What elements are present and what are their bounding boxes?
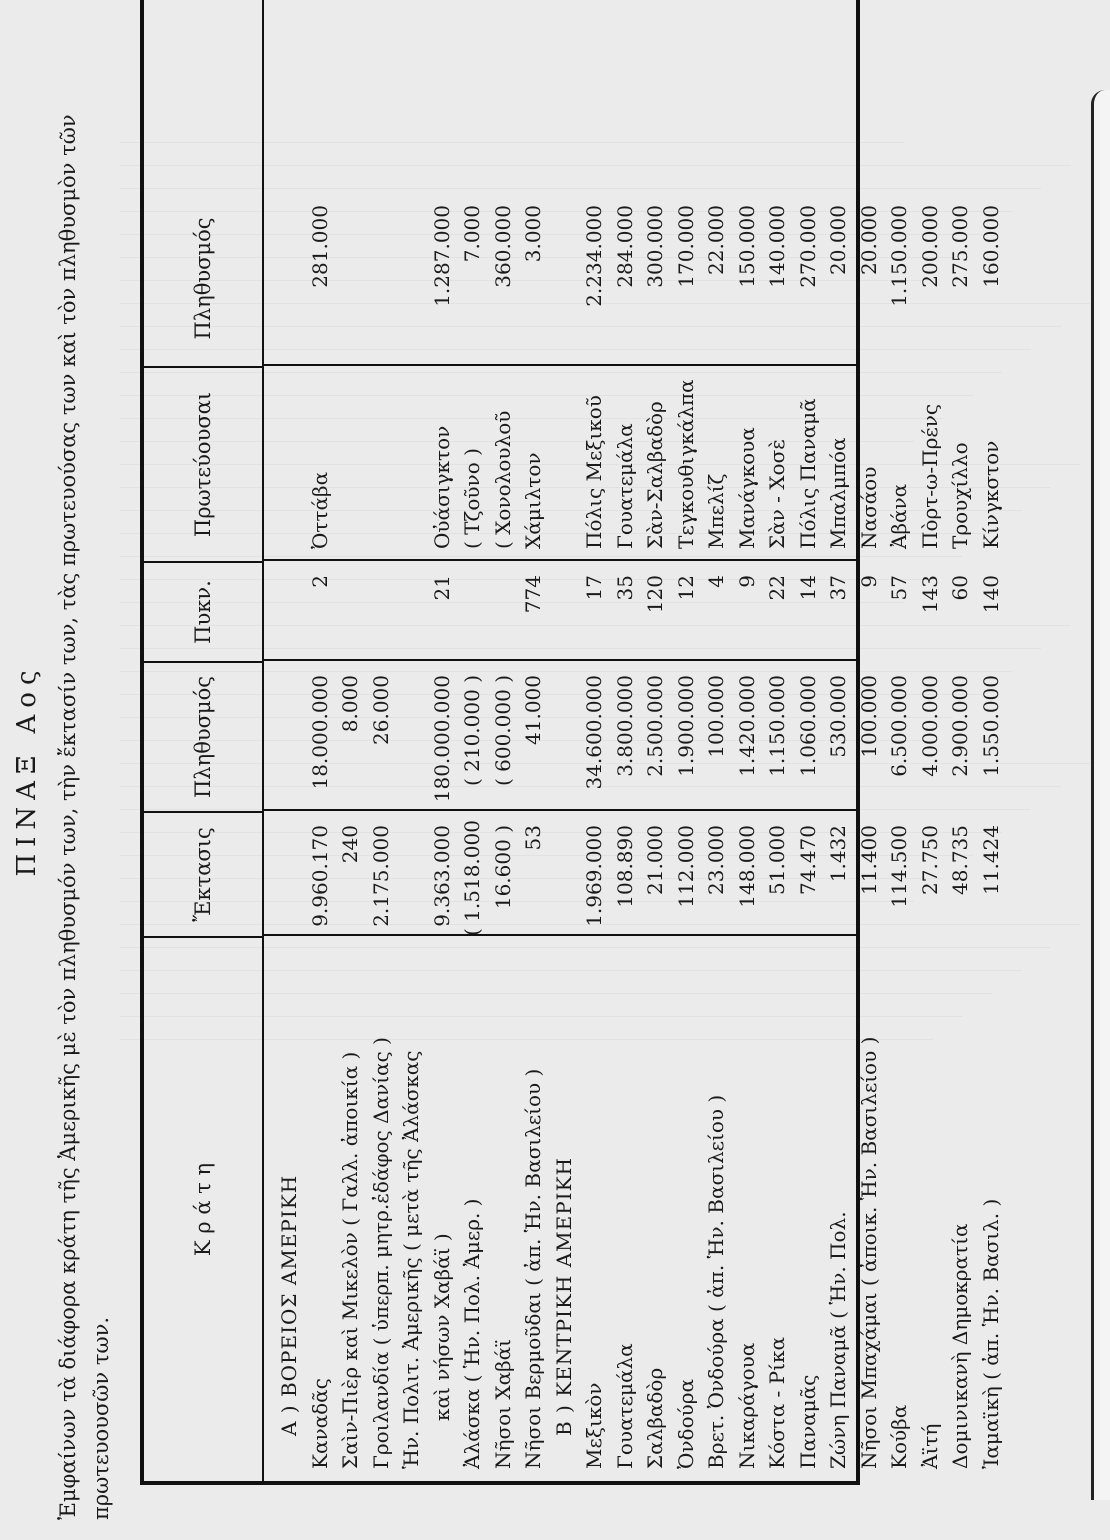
capital-cell [335,366,366,561]
capital-cell: Μανάγκουα [734,427,759,549]
area-cell: 48.735 [948,825,972,895]
section-heading-row [274,0,305,1481]
area-cell: 11.424 [978,825,1003,895]
capital-population-cell: 170.000 [673,205,698,288]
population-cell: 1.550.000 [978,675,1003,777]
population-cell: 2.500.000 [643,675,667,777]
capital-cell: Πόλις Παναμᾶ [795,398,820,549]
population-cell [549,661,580,811]
state-cell: Ἡν. Πολιτ. Ἀμερικῆς ( μετὰ τῆς Ἀλάσκας [399,1050,423,1469]
density-cell: 17 [582,575,606,601]
population-cell: 6.500.000 [887,675,911,777]
table-row [884,0,915,1481]
state-cell: Ζώνη Παναμᾶ ( Ἡν. Πολ. [826,1211,850,1469]
density-cell: 22 [765,575,789,601]
state-cell: Ἰαμαϊκὴ ( ἀπ. Ἡν. Βασιλ. ) [978,1198,1003,1469]
capital-population-cell: 3.000 [521,205,545,263]
population-cell: 530.000 [826,675,850,758]
capital-population-cell: 200.000 [917,205,942,288]
area-cell: 9.363.000 [429,825,454,927]
population-cell: 1.900.000 [673,675,698,777]
state-cell: καὶ νήσων Χαβάϊ ) [429,1233,454,1421]
capital-population-cell: 150.000 [734,205,759,288]
table-row [305,0,336,1481]
area-cell: 9.960.170 [307,825,332,927]
section-heading-row [549,0,580,1481]
state-cell: Κόστα - Ρίκα [765,1337,789,1469]
capital-cell [549,366,580,561]
capital-cell: Μπελίζ [704,473,728,549]
population-cell [396,661,427,811]
area-cell: 74.470 [795,825,820,895]
capital-cell: Πόλις Μεξικοῦ [582,395,606,549]
capital-cell [274,366,305,561]
table-body [264,0,1003,1481]
population-cell: 34.600.000 [582,675,606,790]
density-cell [396,561,427,661]
capital-population-cell [335,191,366,366]
capital-cell: Πὸρτ-ω-Πρένς [917,403,942,549]
population-cell: 1.150.000 [765,675,789,777]
state-cell: Νῆσοι Μπαχάμαι ( ἀποικ. Ἡν. Βασιλείου ) [856,1036,881,1469]
population-cell: 2.900.000 [948,675,972,777]
table-row [701,0,732,1481]
capital-population-cell: 360.000 [490,205,515,288]
capital-population-cell [366,191,397,366]
state-cell: Α ) ΒΟΡΕΙΟΣ ΑΜΕΡΙΚΗ [277,1174,301,1436]
density-cell: 2 [307,575,332,588]
density-cell: 14 [795,575,820,601]
capital-cell: Νασάου [856,466,881,549]
area-cell [274,811,305,936]
capital-cell: Οὐάσιγκτον [429,425,454,549]
table-row [579,0,610,1481]
population-cell: 1.420.000 [734,675,759,777]
state-cell: Παναμᾶς [795,1374,820,1469]
density-cell: 21 [429,575,454,601]
area-cell: 21.000 [643,825,667,895]
table-row [488,0,519,1481]
area-cell: 23.000 [704,825,728,895]
capital-cell: ( Τζοῦνο ) [460,448,484,549]
area-cell: 51.000 [765,825,789,895]
header-states: Κ ρ ά τ η [144,936,262,1481]
header-density: Πυκν. [144,561,262,661]
table-row [915,0,946,1481]
area-cell: ( 1.518.000 [460,820,484,936]
population-cell: ( 600.000 ) [490,675,515,787]
table-row [335,0,366,1481]
population-cell: 100.000 [856,675,881,758]
capital-cell: Γουατεμάλα [612,423,637,549]
density-cell [274,561,305,661]
state-cell: Γροιλανδία ( ὑπερπ. μητρ.ἐδάφος Δανίας ) [368,1037,393,1469]
population-cell: 41.000 [521,675,545,745]
table-row [396,0,427,1481]
state-cell: Νῆσοι Βερμοῦδαι ( ἀπ. Ἡν. Βασιλείου ) [521,1068,545,1469]
table-header [144,0,264,1481]
area-cell: 1.969.000 [582,825,606,927]
table-row [854,0,885,1481]
header-capital-population: Πληθυσμός [191,217,215,340]
population-cell: 4.000.000 [917,675,942,777]
area-cell: 16.600 ) [490,825,515,910]
population-cell: 100.000 [704,675,728,758]
population-cell: ( 210.000 ) [460,675,484,787]
capital-population-cell: 2.234.000 [582,205,606,307]
state-cell: Νῆσοι Χαβάϊ [490,1338,515,1469]
capital-population-cell: 160.000 [978,205,1003,288]
capital-cell: Μπαλμπόα [826,437,850,549]
state-cell: Γουατεμάλα [612,1343,637,1469]
density-cell: 143 [917,575,942,614]
capital-cell: Ὀττάβα [307,471,332,549]
state-cell: Σαὶν-Πιὲρ καὶ Μικελὸν ( Γαλλ. ἀποικία ) [338,1051,362,1469]
state-cell: Καναδᾶς [307,1378,332,1469]
population-cell: 3.800.000 [612,675,637,777]
population-table [140,0,1003,1485]
capital-cell: Κίνγκστον [978,440,1003,549]
population-cell: 18.000.000 [307,675,332,790]
population-cell: 8.000 [338,675,362,733]
table-row [457,0,488,1481]
table-row [762,0,793,1481]
density-cell: 57 [887,575,911,601]
capital-cell [366,366,397,561]
area-cell: 11.400 [856,825,881,895]
area-cell: 240 [338,825,362,864]
density-cell: 35 [612,575,637,601]
table-subtitle: Ἐμφαίνων τὰ διάφορα κράτη τῆς Ἀμερικῆς μὲ τὸν πληθυσμόν των, τὴν ἔκτασίν των, τὰς πρωτευούσας των καὶ τὸν πληθυσμὸν τῶν πρωτευουσῶν των. [56,114,113,1520]
state-cell: Ἀϊτή [917,1423,942,1469]
capital-population-cell [274,191,305,366]
capital-population-cell: 300.000 [643,205,667,288]
capital-population-cell: 275.000 [948,205,972,288]
area-cell [549,811,580,936]
table-row [640,0,671,1481]
capital-population-cell [549,191,580,366]
state-cell: Ἀλάσκα ( Ἡν. Πολ. Ἀμερ. ) [460,1198,484,1469]
population-cell: 26.000 [368,675,393,745]
capital-population-cell: 281.000 [307,205,332,288]
table-row [610,0,641,1481]
capital-population-cell [396,191,427,366]
density-cell [488,561,519,661]
population-cell [274,661,305,811]
area-cell: 112.000 [673,825,698,908]
density-cell: 120 [643,575,667,614]
area-cell: 1.432 [826,825,850,883]
area-cell: 27.750 [917,825,942,895]
capital-population-cell: 270.000 [795,205,820,288]
density-cell: 12 [673,575,698,601]
capital-cell: Σὰν-Σαλβαδὸρ [643,401,667,549]
table-row [732,0,763,1481]
density-cell: 37 [826,575,850,601]
table-title: ΠΙΝΑΞ Αος [12,663,42,877]
capital-population-cell: 20.000 [826,205,850,275]
state-cell: Ὀνδούρα [673,1378,698,1469]
population-cell: 1.060.000 [795,675,820,777]
table-row [793,0,824,1481]
capital-population-cell: 1.150.000 [887,205,911,307]
population-cell: 180.000.000 [429,675,454,803]
capital-cell: Σὰν - Χοσὲ [765,439,789,549]
density-cell [549,561,580,661]
area-cell: 114.500 [887,825,911,908]
capital-cell: Τρουχίλλο [948,442,972,549]
table-row [976,0,1007,1481]
capital-population-cell: 1.287.000 [429,205,454,307]
capital-cell: ( Χονολουλοῦ [490,410,515,549]
density-cell [335,561,366,661]
capital-population-cell: 140.000 [765,205,789,288]
area-cell: 148.000 [734,825,759,908]
state-cell: Βρετ. Ὀνδούρα ( ἀπ. Ἡν. Βασιλείου ) [704,1094,728,1469]
state-cell: Σαλβαδὸρ [643,1367,667,1469]
state-cell: Δομινικανὴ Δημοκρατία [948,1223,972,1469]
header-capital: Πρωτεύουσαι [144,366,262,561]
capital-population-cell: 20.000 [856,205,881,275]
area-cell: 108.890 [612,825,637,908]
capital-cell: Ἀβάνα [887,483,911,549]
capital-population-cell: 7.000 [460,205,484,263]
density-cell: 774 [521,575,545,614]
area-cell [396,811,427,936]
capital-cell: Χάμιλτον [521,452,545,549]
capital-population-cell: 284.000 [612,205,637,288]
table-row [518,0,549,1481]
header-population: Πληθυσμός [144,661,262,811]
state-cell: Νικαράγουα [734,1342,759,1469]
density-cell [366,561,397,661]
state-cell: Μεξικὸν [582,1382,606,1469]
table-row [366,0,397,1481]
capital-cell: Τεγκουθιγκάλπα [673,379,698,549]
table-rows [274,0,1006,1481]
density-cell: 9 [856,575,881,588]
header-area: Ἔκτασις [144,811,262,936]
density-cell: 140 [978,575,1003,614]
density-cell: 60 [948,575,972,601]
table-row [427,0,458,1481]
density-cell: 9 [734,575,759,588]
density-cell: 4 [704,575,728,588]
capital-population-cell: 22.000 [704,205,728,275]
state-cell: Κούβα [887,1404,911,1469]
density-cell [457,561,488,661]
table-row [823,0,854,1481]
table-row [671,0,702,1481]
capital-cell [396,366,427,561]
state-cell: Β ) ΚΕΝΤΡΙΚΗ ΑΜΕΡΙΚΗ [551,1157,576,1436]
area-cell: 2.175.000 [368,825,393,927]
area-cell: 53 [521,825,545,851]
page-edge [1091,90,1110,1500]
table-row [945,0,976,1481]
